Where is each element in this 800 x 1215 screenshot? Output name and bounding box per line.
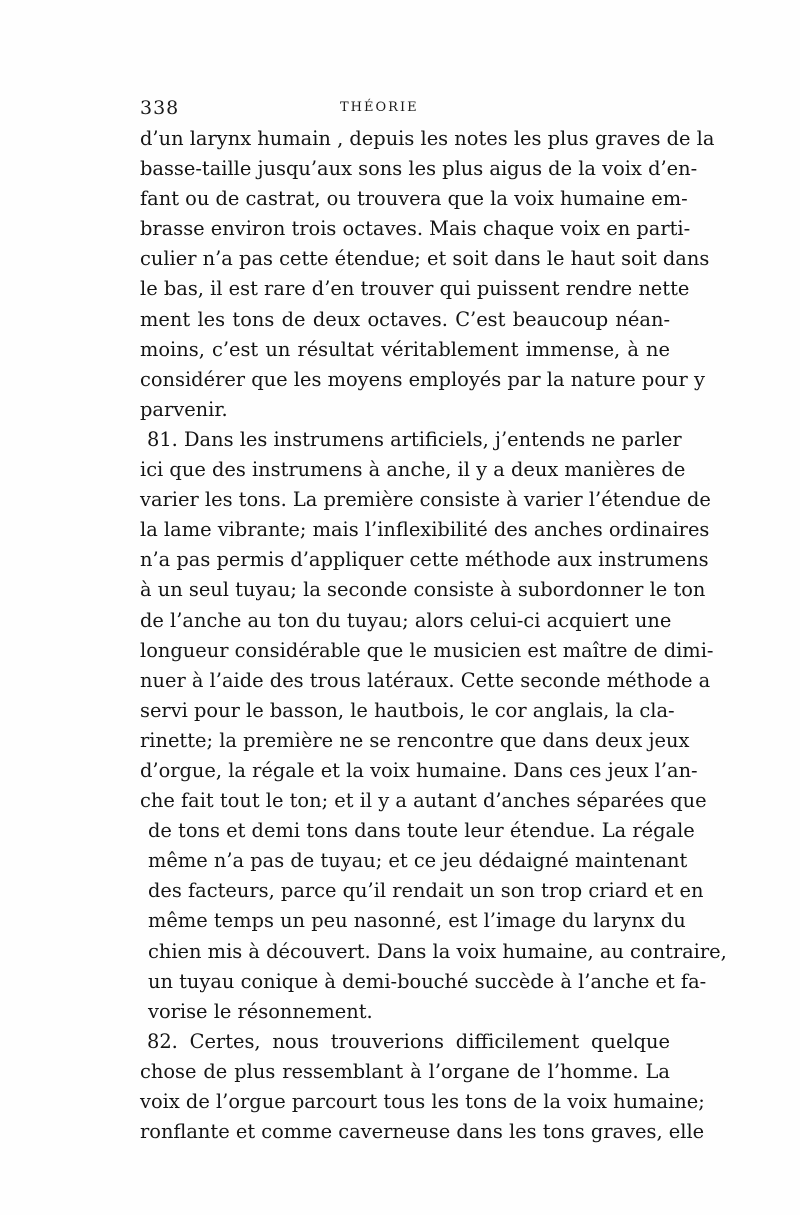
- text-line: le bas, il est rare d’en trouver qui puissent rendre nette: [140, 277, 690, 301]
- text-line: chien mis à découvert. Dans la voix humaine, au contraire,: [148, 939, 727, 963]
- text-line: voix de l’orgue parcourt tous les tons de la voix humaine;: [140, 1090, 705, 1113]
- text-line: des facteurs, parce qu’il rendait un son trop criard et en: [148, 879, 704, 903]
- paragraph-82-start: 82. Certes, nous trouverions difficilement quelque: [147, 1029, 670, 1053]
- text-line: ment les tons de deux octaves. C’est beaucoup néan-: [140, 307, 670, 331]
- text-line: même temps un peu nasonné, est l’image du larynx du: [148, 909, 686, 933]
- text-line: fant ou de castrat, ou trouvera que la voix humaine em-: [140, 187, 688, 211]
- text-line: moins, c’est un résultat véritablement immense, à ne: [140, 337, 670, 361]
- text-line: la lame vibrante; mais l’inflexibilité des anches ordinaires: [140, 518, 710, 542]
- text-line: de tons et demi tons dans toute leur étendue. La régale: [148, 819, 695, 843]
- page-number: 338: [140, 97, 180, 119]
- text-line: vorise le résonnement.: [148, 999, 373, 1023]
- page-header: [140, 97, 670, 123]
- text-line: brasse environ trois octaves. Mais chaque voix en parti-: [140, 217, 691, 241]
- text-line: basse-taille jusqu’aux sons les plus aigus de la voix d’en-: [140, 157, 698, 181]
- running-title: THÉORIE: [340, 100, 419, 115]
- text-line: servi pour le basson, le hautbois, le cor anglais, la cla-: [140, 698, 675, 722]
- text-line: longueur considérable que le musicien est maître de dimi-: [140, 638, 714, 662]
- text-line: considérer que les moyens employés par la nature pour y: [140, 367, 705, 391]
- text-line: d’orgue, la régale et la voix humaine. Dans ces jeux l’an-: [140, 758, 698, 782]
- text-line: de l’anche au ton du tuyau; alors celui-ci acquiert une: [140, 608, 672, 632]
- text-line: che fait tout le ton; et il y a autant d’anches séparées que: [140, 789, 707, 813]
- paragraph-81-start: 81. Dans les instrumens artificiels, j’entends ne parler: [147, 427, 682, 451]
- body-text: [140, 124, 727, 1147]
- text-line: même n’a pas de tuyau; et ce jeu dédaigné maintenant: [148, 849, 688, 873]
- text-line: rinette; la première ne se rencontre que dans deux jeux: [140, 728, 690, 752]
- text-line: n’a pas permis d’appliquer cette méthode aux instrumens: [140, 548, 709, 572]
- text-line: culier n’a pas cette étendue; et soit dans le haut soit dans: [140, 247, 710, 271]
- text-line: chose de plus ressemblant à l’organe de l’homme. La: [140, 1059, 670, 1083]
- text-line: d’un larynx humain , depuis les notes les plus graves de la: [140, 127, 715, 150]
- text-line: un tuyau conique à demi-bouché succède à l’anche et fa-: [148, 969, 707, 993]
- text-line: parvenir.: [140, 397, 228, 421]
- text-line: ronflante et comme caverneuse dans les tons graves, elle: [140, 1120, 705, 1144]
- text-line: à un seul tuyau; la seconde consiste à subordonner le ton: [140, 578, 706, 602]
- text-line: varier les tons. La première consiste à varier l’étendue de: [140, 488, 711, 512]
- text-line: nuer à l’aide des trous latéraux. Cette seconde méthode a: [140, 668, 711, 692]
- text-line: ici que des instrumens à anche, il y a deux manières de: [140, 458, 686, 482]
